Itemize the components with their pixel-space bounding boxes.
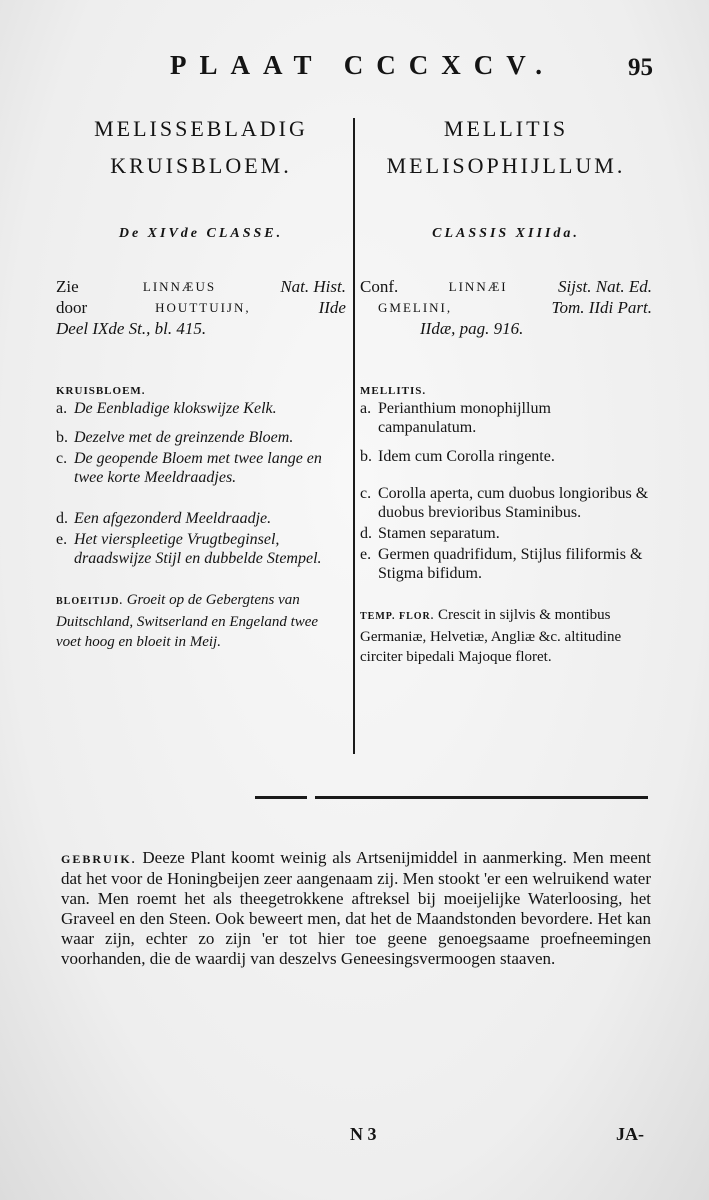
part-text: Corolla aperta, cum duobus longioribus & duobus brevioribus Staminibus. [378, 485, 649, 521]
latin-part [360, 447, 652, 466]
ref-zie: Zie [56, 277, 79, 296]
dutch-column [56, 110, 346, 652]
dutch-part [56, 530, 346, 568]
latin-part [360, 399, 652, 437]
part-letter: e. [360, 546, 372, 563]
page-header [0, 44, 709, 84]
dutch-parts-heading: KRUISBLOEM. [56, 385, 146, 397]
plate-title: PLAAT CCCXCV. [170, 50, 556, 80]
part-letter: d. [360, 525, 372, 542]
dutch-name-line1: MELISSEBLADIG [94, 116, 308, 141]
usage-label: GEBRUIK. [61, 852, 137, 866]
flowering-label: TEMP. FLOR. [360, 611, 435, 622]
part-text: Stamen separatum. [378, 525, 500, 542]
ref-tom: Tom. IIdi Part. [551, 298, 652, 317]
part-text: Dezelve met de greinzende Bloem. [74, 429, 294, 446]
part-text: Een afgezonderd Meeldraadje. [74, 510, 272, 527]
latin-class-line: CLASSIS XIIIda. [432, 226, 580, 241]
ref-line3: Deel IXde St., bl. 415. [56, 319, 207, 338]
ref-gmelini: GMELINI, [378, 300, 453, 315]
flowering-text: Crescit in sijlvis & montibus Germaniæ, Helvetiæ, Angliæ &c. altitudine circiter bipedali Majoque floret. [360, 607, 622, 665]
ref-door: door [56, 298, 88, 317]
ref-deel: IIde [318, 298, 346, 317]
dutch-class-line: De XIVde CLASSE. [118, 226, 284, 241]
part-letter: a. [360, 400, 372, 417]
part-letter: e. [56, 531, 68, 548]
dutch-part [56, 428, 346, 447]
part-letter: b. [360, 448, 372, 465]
latin-parts-heading: MELLITIS. [360, 385, 427, 397]
signature-mark: N 3 [350, 1124, 377, 1144]
ref-conf: Conf. [360, 277, 399, 296]
section-rule-left [255, 796, 307, 799]
dutch-flowering [56, 590, 346, 652]
dutch-name-line2: KRUISBLOEM. [110, 153, 292, 178]
part-text: Perianthium monophijllum campanulatum. [378, 400, 551, 436]
column-divider [353, 118, 355, 754]
latin-part [360, 524, 652, 543]
part-letter: a. [56, 400, 68, 417]
part-text: De Eenbladige klokswijze Kelk. [74, 400, 277, 417]
ref-nat-hist: Nat. Hist. [280, 277, 346, 296]
ref-line3: IIdæ, pag. 916. [420, 319, 524, 338]
part-text: Het vierspleetige Vrugtbeginsel, draadswijze Stijl en dubbelde Stempel. [74, 531, 322, 567]
usage-paragraph [61, 848, 651, 969]
part-letter: d. [56, 510, 68, 527]
ref-linnaei: LINNÆI [448, 279, 508, 294]
latin-column [360, 110, 652, 667]
latin-name-line1: MELLITIS [443, 116, 569, 141]
page-number: 95 [628, 54, 653, 81]
latin-part [360, 484, 652, 522]
latin-reference [360, 276, 652, 339]
latin-name-line2: MELISOPHIJLLUM. [386, 153, 626, 178]
flowering-label: BLOEITIJD. [56, 596, 123, 607]
latin-part [360, 545, 652, 583]
usage-text: Deeze Plant koomt weinig als Artsenijmiddel in aanmerking. Men meent dat het voor de Honingbeijen zeer aangenaam zij. Men stookt 'er een welruikend water van. Men roemt het als theegetrokkene aftreksel bij moeijelijke Waterloosing, het Graveel en den Steen. Ook beweert men, dat het de Maandstonden bevordere. Het kan waar zijn, echter zo zijn 'er tot hier toe geene genoegsaame proefneemingen voorhanden, die de waardij van deszelvs Geneesingsvermoogen staaven. [61, 848, 651, 968]
dutch-part [56, 449, 346, 487]
flowering-text: Groeit op de Gebergtens van Duitschland, Switserland en Engeland twee voet hoog en bloeit in Meij. [56, 592, 319, 650]
dutch-part [56, 509, 346, 528]
catchword: JA- [616, 1124, 644, 1144]
part-letter: c. [56, 450, 68, 467]
dutch-part [56, 399, 346, 418]
part-text: Germen quadrifidum, Stijlus filiformis & Stigma bifidum. [378, 546, 643, 582]
section-rule-right [315, 796, 648, 799]
part-letter: c. [360, 485, 372, 502]
ref-linnaeus: LINNÆUS [142, 279, 217, 294]
ref-syst: Sijst. Nat. Ed. [558, 277, 652, 296]
part-text: Idem cum Corolla ringente. [378, 448, 555, 465]
part-letter: b. [56, 429, 68, 446]
part-text: De geopende Bloem met twee lange en twee korte Meeldraadjes. [74, 450, 322, 486]
ref-houttuijn: HOUTTUIJN, [155, 300, 251, 315]
latin-flowering [360, 605, 652, 667]
dutch-reference [56, 276, 346, 339]
